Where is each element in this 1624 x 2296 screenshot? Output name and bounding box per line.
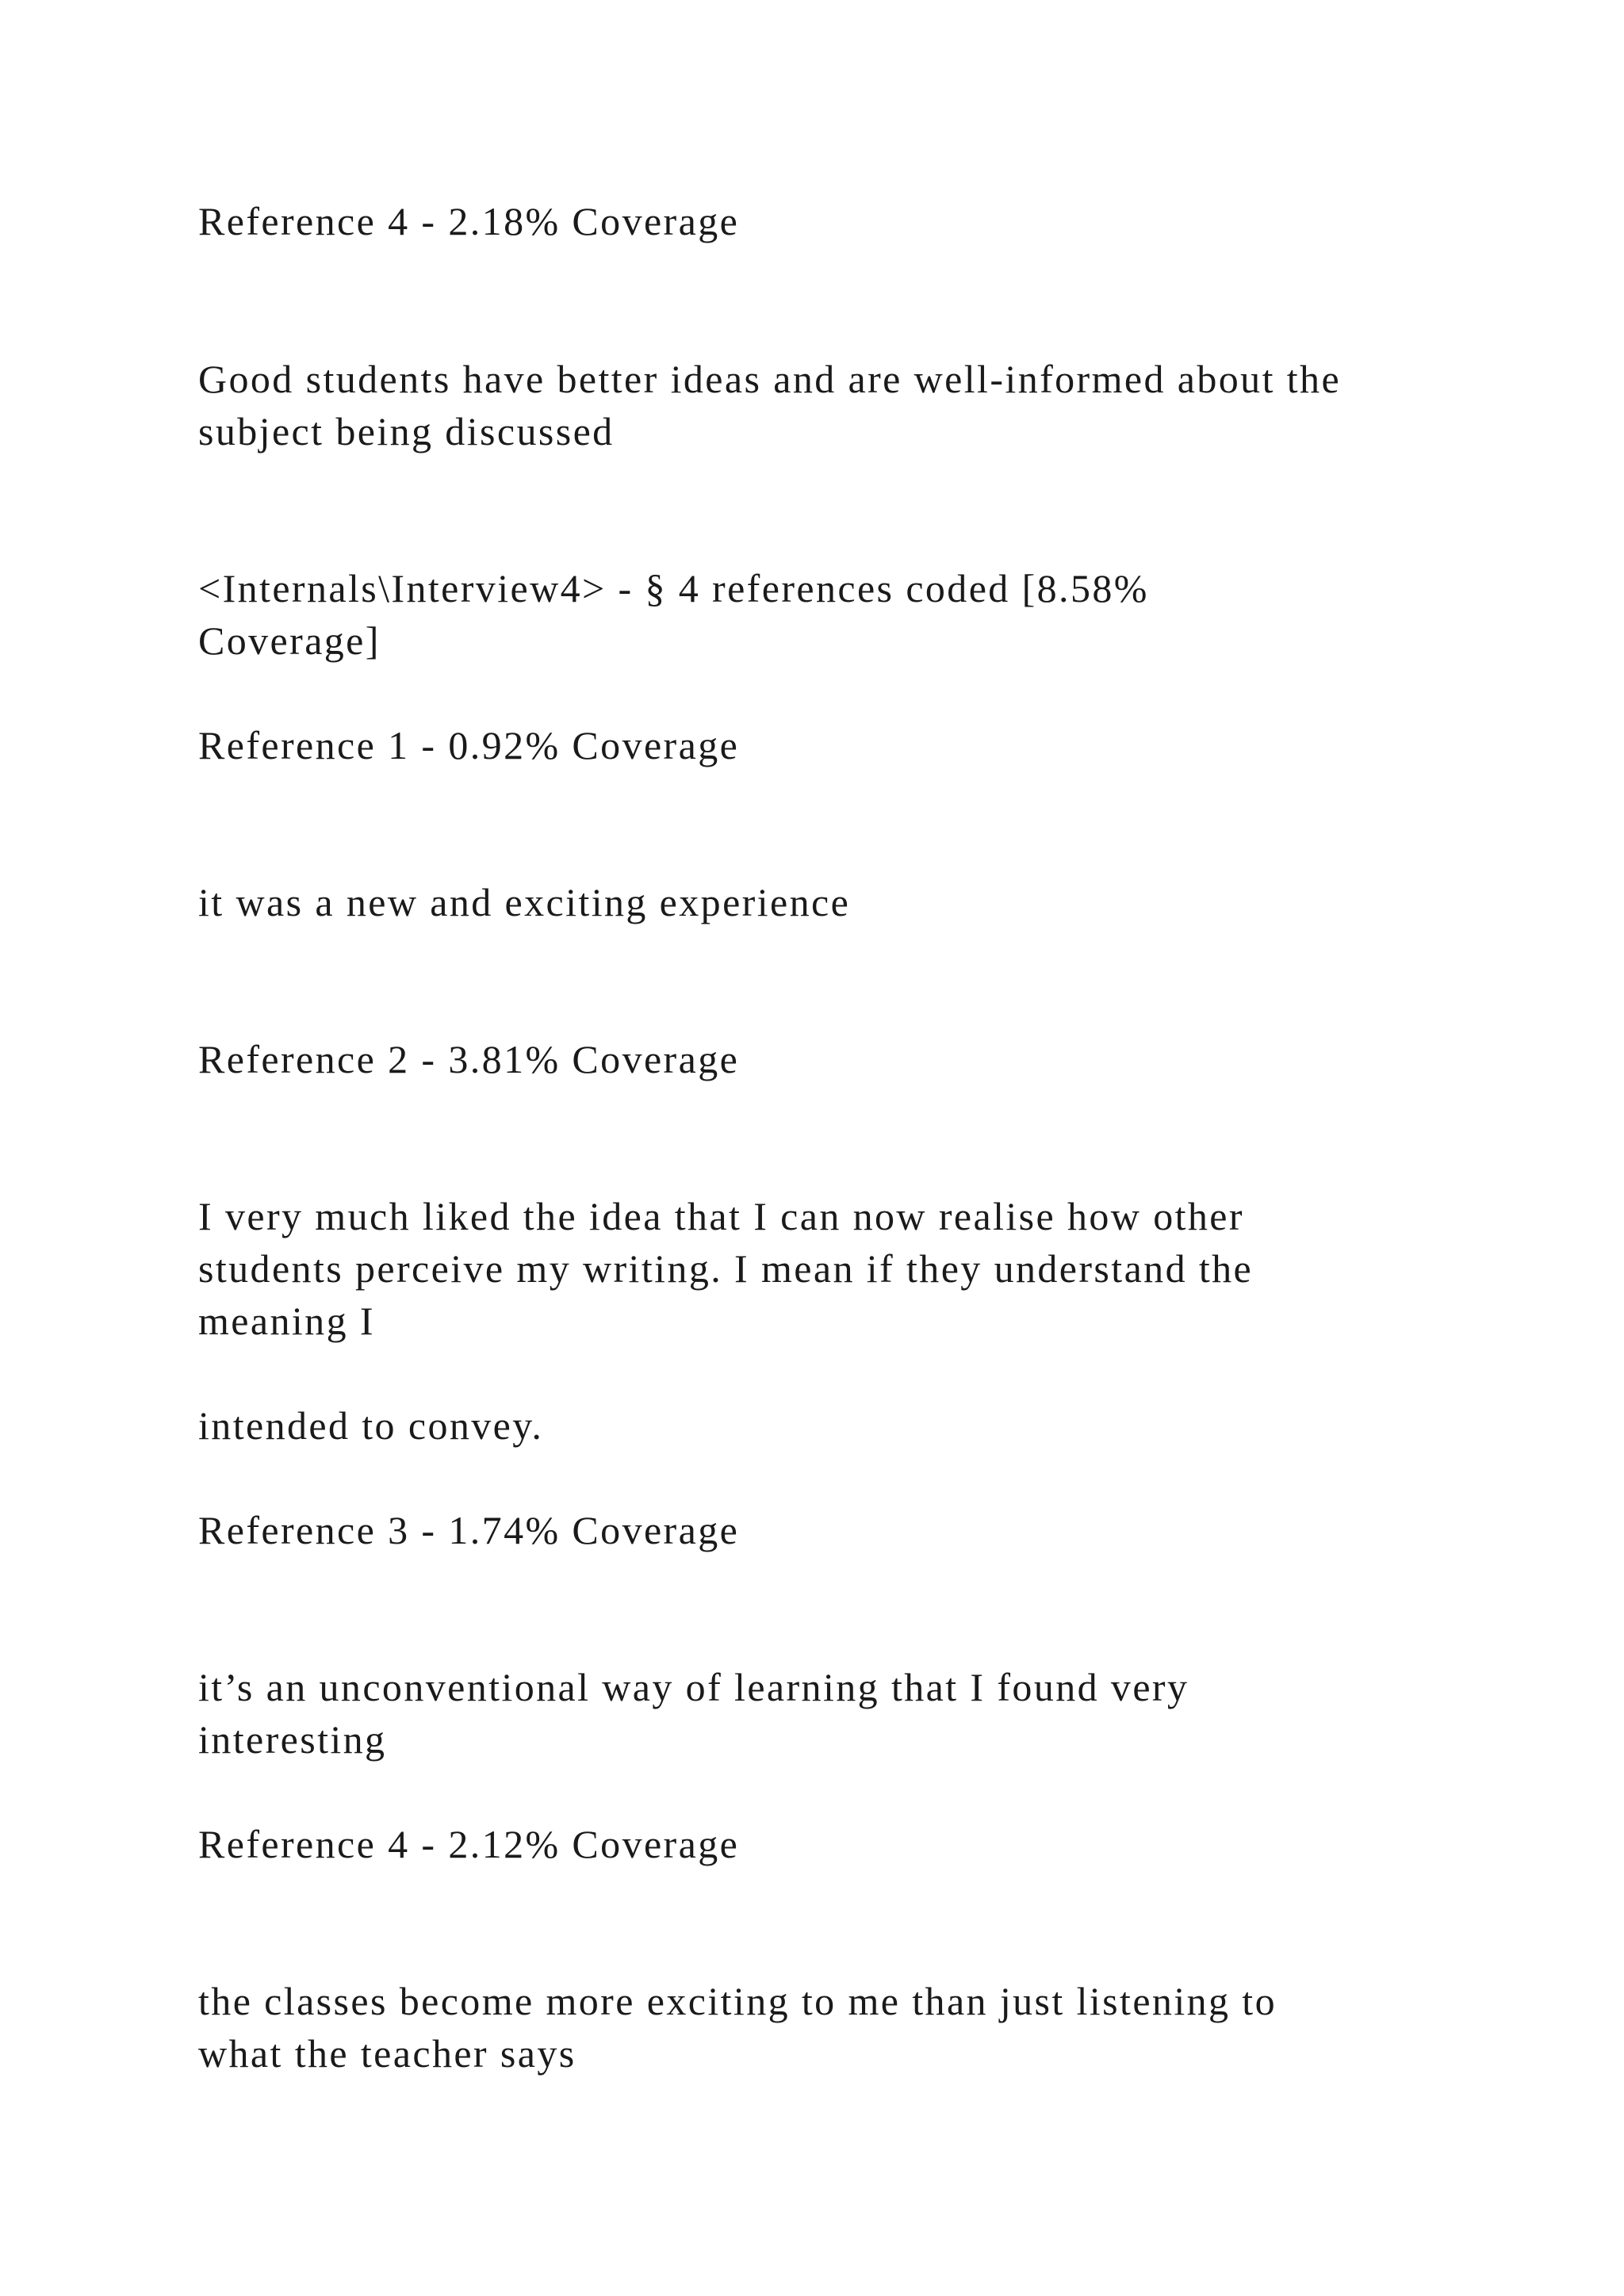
- quote-text: I very much liked the idea that I can now realise how other: [198, 1194, 1244, 1238]
- reference-heading: Reference 1 - 0.92% Coverage: [198, 723, 740, 767]
- quote-text: intended to convey.: [198, 1403, 544, 1448]
- quote-text: meaning I: [198, 1299, 375, 1343]
- source-heading: Coverage]: [198, 618, 381, 663]
- source-heading: <Internals\Interview4> - § 4 references coded [8.58%: [198, 566, 1149, 610]
- quote-text: Good students have better ideas and are well-informed about the: [198, 357, 1342, 401]
- reference-heading: Reference 4 - 2.12% Coverage: [198, 1822, 740, 1866]
- reference-heading: Reference 4 - 2.18% Coverage: [198, 199, 740, 243]
- reference-heading: Reference 3 - 1.74% Coverage: [198, 1508, 740, 1552]
- quote-text: it was a new and exciting experience: [198, 880, 851, 924]
- quote-text: students perceive my writing. I mean if they understand the: [198, 1246, 1254, 1291]
- quote-text: interesting: [198, 1717, 387, 1762]
- reference-heading: Reference 2 - 3.81% Coverage: [198, 1037, 740, 1081]
- quote-text: what the teacher says: [198, 2031, 576, 2076]
- quote-text: subject being discussed: [198, 409, 615, 453]
- quote-text: it’s an unconventional way of learning that I found very: [198, 1665, 1189, 1709]
- quote-text: the classes become more exciting to me than just listening to: [198, 1979, 1277, 2023]
